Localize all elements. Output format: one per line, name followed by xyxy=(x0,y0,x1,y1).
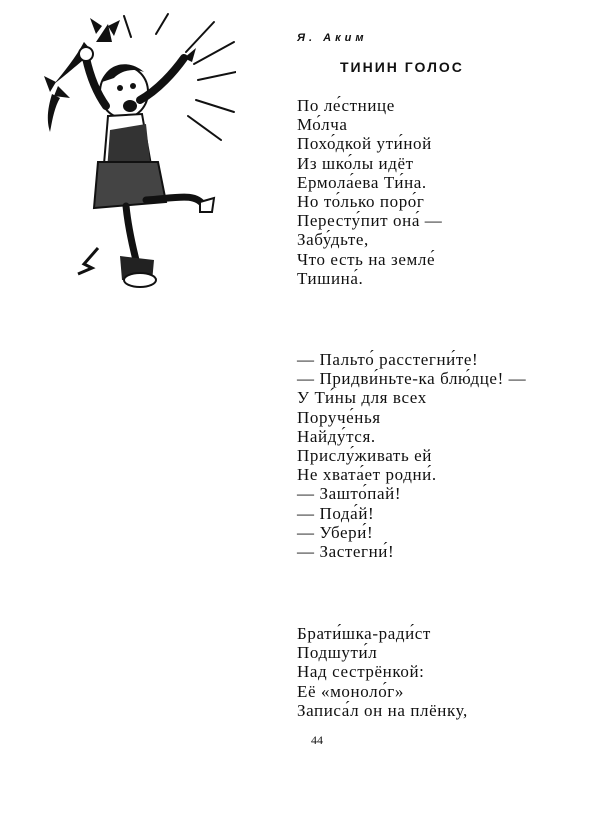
poem-line: Её «моноло́г» xyxy=(297,681,404,701)
page-number: 44 xyxy=(311,733,323,747)
poem-line: — Застегни́! xyxy=(297,542,395,562)
poem-line: По ле́стнице xyxy=(297,96,395,115)
poem-line: Не хвата́ет родни́. xyxy=(297,465,437,485)
stanza-3 xyxy=(297,624,468,720)
poem-line: Записа́л он на плёнку, xyxy=(297,700,468,720)
poem-line: — Пода́й! xyxy=(297,503,375,523)
poem-line: Забу́дьте, xyxy=(297,230,369,250)
poem-line: Тишина́. xyxy=(297,268,364,288)
poem-line: Ермола́ева Ти́на. xyxy=(297,172,427,192)
poem-line: Из шко́лы идёт xyxy=(297,153,414,173)
poem-line: — Зашто́пай! xyxy=(297,484,402,504)
poem-line: Похо́дкой ути́ной xyxy=(297,134,432,154)
poem-line: — Пальто́ расстегни́те! xyxy=(297,350,479,369)
poem-line: Прислу́живать ей xyxy=(297,446,433,466)
poem-line: Что есть на земле́ xyxy=(297,249,436,269)
poem-title: ТИНИН ГОЛОС xyxy=(340,59,464,75)
poem-line: Мо́лча xyxy=(297,115,348,135)
poem-line: Найду́тся. xyxy=(297,426,376,446)
poem-line: Над сестрёнкой: xyxy=(297,662,425,682)
poem-line: Брати́шка-ради́ст xyxy=(297,624,431,643)
girl-shouting-illustration xyxy=(36,12,236,297)
poem-line: — Придви́ньте-ка блю́дце! — xyxy=(297,369,527,389)
poem-line: Поруче́нья xyxy=(297,407,381,427)
stanza-2 xyxy=(297,350,526,561)
poem-line: Но то́лько поро́г xyxy=(297,192,425,212)
poem-line: Пересту́пит она́ — xyxy=(297,211,443,231)
stanza-1 xyxy=(297,96,442,288)
author-name: Я. Аким xyxy=(297,32,368,44)
poem-line: У Ти́ны для всех xyxy=(297,388,427,408)
poem-line: Подшути́л xyxy=(297,643,378,663)
poem-line: — Убери́! xyxy=(297,522,374,542)
